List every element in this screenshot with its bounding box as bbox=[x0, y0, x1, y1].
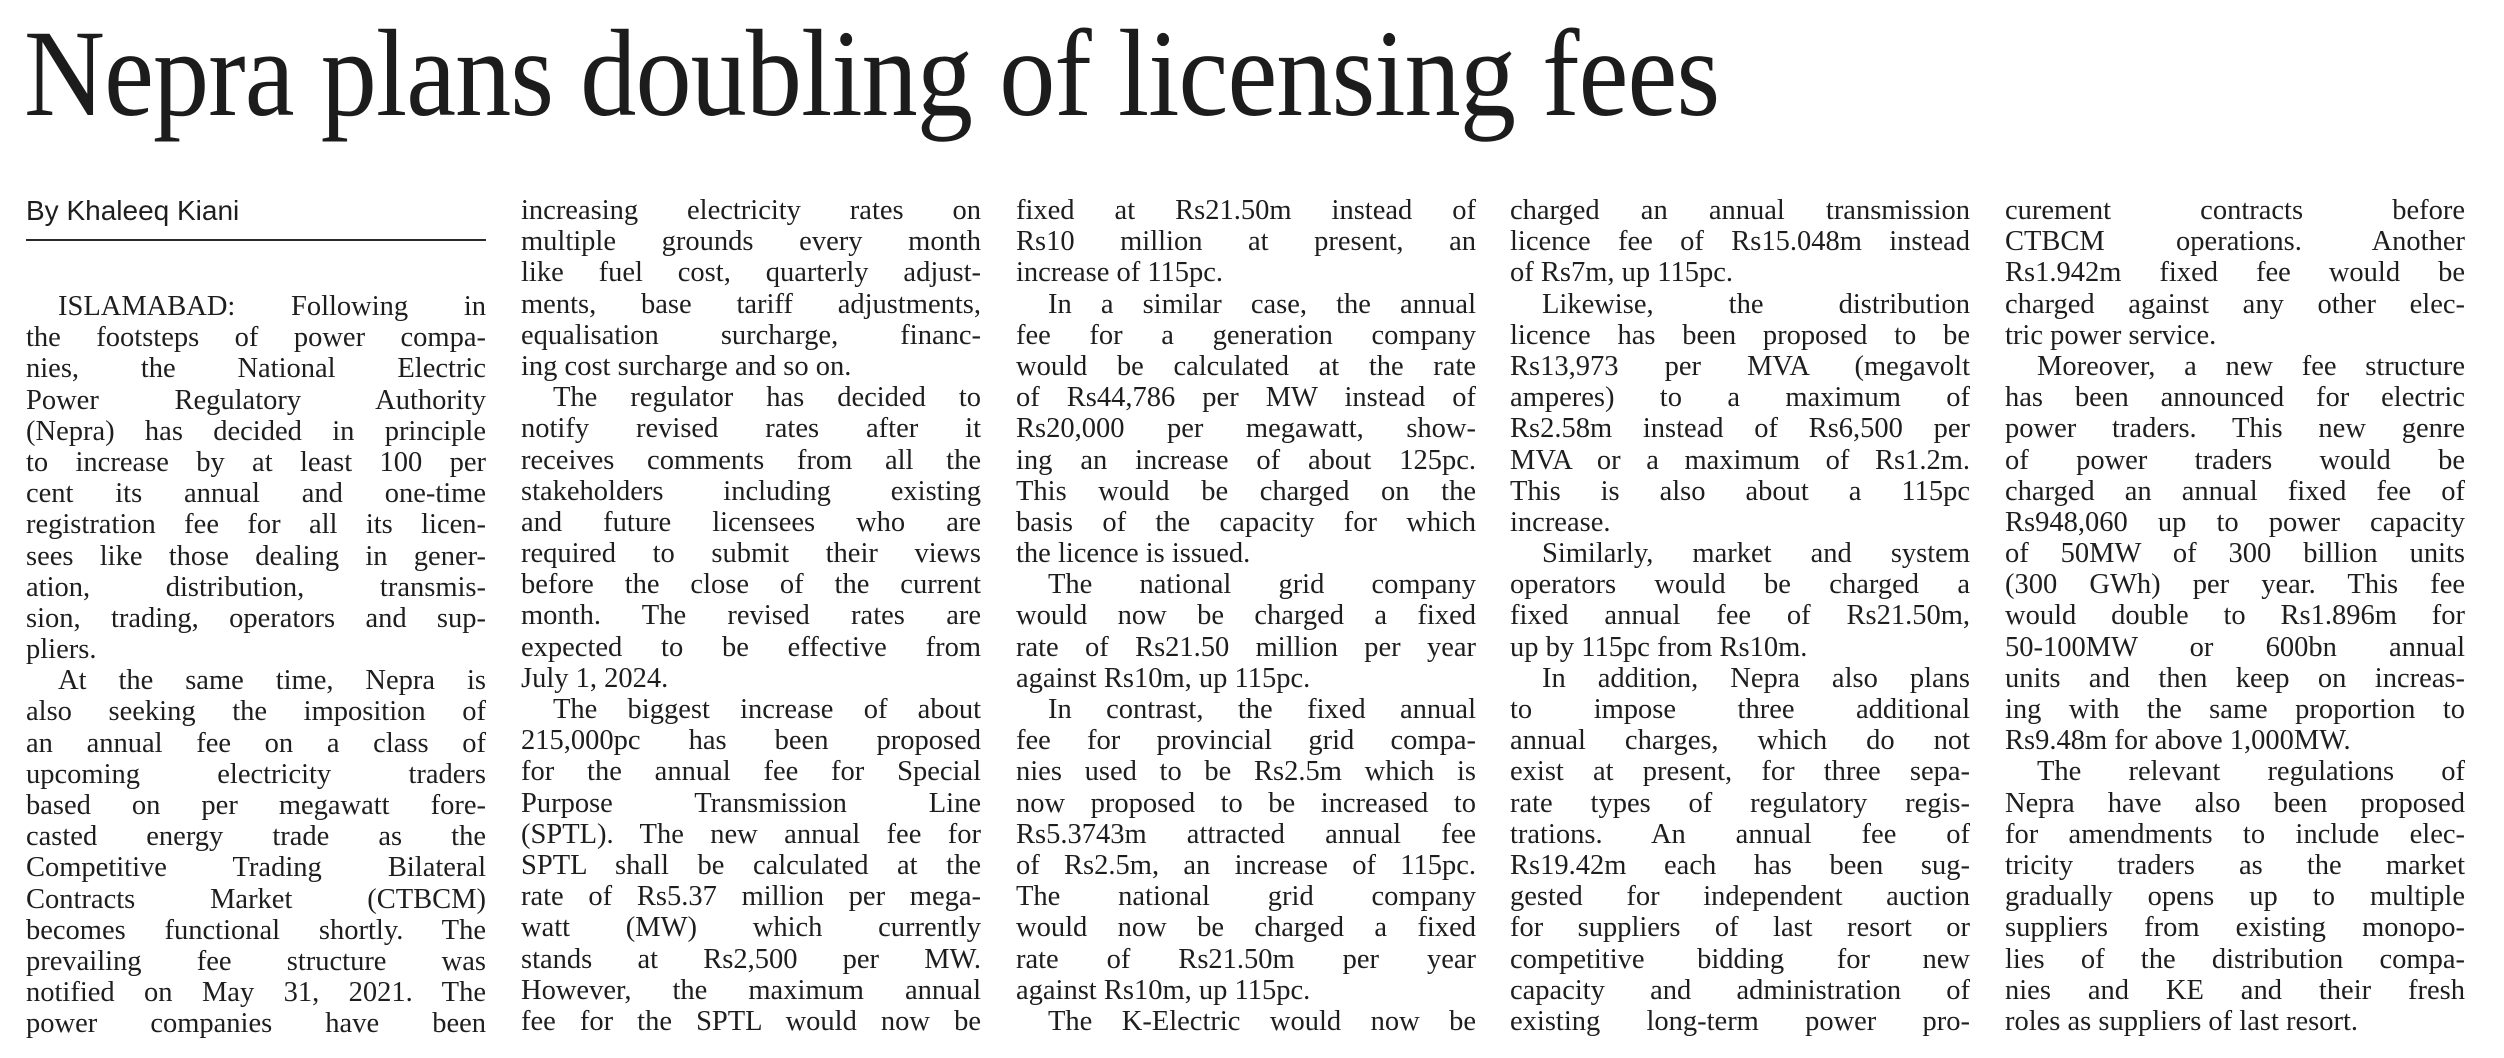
body-text-line: multiple grounds every month bbox=[521, 226, 981, 258]
body-text-line: trations. An annual fee of bbox=[1510, 818, 1970, 850]
body-text-line: Purpose Transmission Line bbox=[521, 787, 981, 819]
body-text-line: registration fee for all its licen- bbox=[26, 509, 486, 541]
body-text-line: month. The revised rates are bbox=[521, 600, 981, 632]
body-text-line: Rs13,973 per MVA (megavolt bbox=[1510, 350, 1970, 382]
body-text-line: CTBCM operations. Another bbox=[2005, 226, 2465, 258]
body-text-line: (Nepra) has decided in principle bbox=[26, 415, 486, 447]
body-text-line: Rs19.42m each has been sug- bbox=[1510, 849, 1970, 881]
body-text-line: Rs948,060 up to power capacity bbox=[2005, 506, 2465, 538]
body-text-line: Rs1.942m fixed fee would be bbox=[2005, 257, 2465, 289]
body-text-line: nies used to be Rs2.5m which is bbox=[1016, 756, 1476, 788]
body-text-line: power traders. This new genre bbox=[2005, 413, 2465, 445]
body-text-line: rate of Rs21.50 million per year bbox=[1016, 631, 1476, 663]
body-text-line: This is also about a 115pc bbox=[1510, 475, 1970, 507]
body-text-line: would be calculated at the rate bbox=[1016, 350, 1476, 382]
body-text-line: ing cost surcharge and so on. bbox=[521, 350, 852, 382]
body-text-line: The national grid company bbox=[1016, 881, 1476, 913]
body-text-line: prevailing fee structure was bbox=[26, 945, 486, 977]
body-text-line: The relevant regulations of bbox=[2037, 756, 2465, 788]
body-text-line: In contrast, the fixed annual bbox=[1048, 694, 1476, 725]
article-column-5 bbox=[2005, 195, 2465, 1037]
body-text-line: licence fee of Rs15.048m instead bbox=[1510, 226, 1970, 258]
body-text-line: At the same time, Nepra is bbox=[58, 665, 486, 697]
body-text-line: cent its annual and one-time bbox=[26, 478, 486, 510]
body-text-line: of power traders would be bbox=[2005, 444, 2465, 476]
body-text-line: exist at present, for three sepa- bbox=[1510, 756, 1970, 788]
body-text-line: (SPTL). The new annual fee for bbox=[521, 818, 981, 850]
body-text-line: for the annual fee for Special bbox=[521, 756, 981, 788]
article-column-2 bbox=[521, 195, 981, 1037]
body-text-line: of Rs7m, up 115pc. bbox=[1510, 257, 1733, 289]
body-text-line: fixed at Rs21.50m instead of bbox=[1016, 195, 1476, 226]
body-text-line: required to submit their views bbox=[521, 538, 981, 570]
body-text-line: equalisation surcharge, financ- bbox=[521, 319, 981, 351]
body-text-line: rate of Rs21.50m per year bbox=[1016, 943, 1476, 975]
body-text-line: 215,000pc has been proposed bbox=[521, 725, 981, 757]
body-text-line: to increase by at least 100 per bbox=[26, 446, 486, 478]
body-text-line: has been announced for electric bbox=[2005, 382, 2465, 414]
body-text-line: nies and KE and their fresh bbox=[2005, 974, 2465, 1006]
body-text-line: and future licensees who are bbox=[521, 506, 981, 538]
body-text-line: tricity traders as the market bbox=[2005, 849, 2465, 881]
body-text-line: of Rs2.5m, an increase of 115pc. bbox=[1016, 849, 1476, 881]
byline: By Khaleeq Kiani bbox=[26, 195, 240, 226]
body-text-line: power companies have been bbox=[26, 1008, 486, 1040]
body-text-line: Likewise, the distribution bbox=[1542, 288, 1970, 320]
body-text-line: charged an annual transmission bbox=[1510, 195, 1970, 226]
body-text-line: before the close of the current bbox=[521, 569, 981, 601]
body-text-line: Rs9.48m for above 1,000MW. bbox=[2005, 725, 2351, 757]
body-text-line: watt (MW) which currently bbox=[521, 912, 981, 944]
body-text-line: Rs20,000 per megawatt, show- bbox=[1016, 413, 1476, 445]
body-text-line: of Rs44,786 per MW instead of bbox=[1016, 382, 1476, 414]
body-text-line: The K-Electric would now be bbox=[1048, 1005, 1476, 1037]
body-text-line: increase of 115pc. bbox=[1016, 257, 1224, 289]
body-text-line: stakeholders including existing bbox=[521, 475, 981, 507]
body-text-line: like fuel cost, quarterly adjust- bbox=[521, 257, 981, 289]
body-text-line: amperes) to a maximum of bbox=[1510, 382, 1970, 414]
body-text-line: against Rs10m, up 115pc. bbox=[1016, 974, 1311, 1006]
body-text-line: receives comments from all the bbox=[521, 444, 981, 476]
body-text-line: now proposed to be increased to bbox=[1016, 787, 1476, 819]
body-text-line: pliers. bbox=[26, 634, 97, 666]
body-text-line: operators would be charged a bbox=[1510, 569, 1970, 601]
body-text-line: to impose three additional bbox=[1510, 694, 1970, 725]
body-text-line: Nepra have also been proposed bbox=[2005, 787, 2465, 819]
body-text-line: would now be charged a fixed bbox=[1016, 912, 1476, 944]
body-text-line: gradually opens up to multiple bbox=[2005, 881, 2465, 913]
body-text-line: up by 115pc from Rs10m. bbox=[1510, 631, 1808, 663]
body-text-line: fee for the SPTL would now be bbox=[521, 1005, 981, 1037]
body-text-line: rate of Rs5.37 million per mega- bbox=[521, 881, 981, 913]
body-text-line: However, the maximum annual bbox=[521, 974, 981, 1006]
body-text-line: tric power service. bbox=[2005, 319, 2217, 351]
body-text-line: nies, the National Electric bbox=[26, 353, 486, 385]
body-text-line: fixed annual fee of Rs21.50m, bbox=[1510, 600, 1970, 632]
body-text-line: gested for independent auction bbox=[1510, 881, 1970, 913]
body-text-line: Power Regulatory Authority bbox=[26, 384, 486, 416]
body-text-line: ISLAMABAD: Following in bbox=[58, 291, 486, 322]
body-text-line: units and then keep on increas- bbox=[2005, 662, 2465, 694]
headline: Nepra plans doubling of licensing fees bbox=[24, 5, 1720, 142]
body-text-line: upcoming electricity traders bbox=[26, 758, 486, 790]
body-text-line: suppliers from existing monopo- bbox=[2005, 912, 2465, 944]
article-column-1 bbox=[26, 291, 486, 1040]
body-text-line: The national grid company bbox=[1048, 569, 1476, 601]
body-text-line: In addition, Nepra also plans bbox=[1542, 662, 1970, 694]
body-text-line: for amendments to include elec- bbox=[2005, 818, 2465, 850]
body-text-line: the footsteps of power compa- bbox=[26, 322, 486, 354]
body-text-line: Rs10 million at present, an bbox=[1016, 226, 1476, 258]
body-text-line: ation, distribution, transmis- bbox=[26, 571, 486, 603]
body-text-line: fee for provincial grid compa- bbox=[1016, 725, 1476, 757]
body-text-line: stands at Rs2,500 per MW. bbox=[521, 943, 981, 975]
body-text-line: (300 GWh) per year. This fee bbox=[2005, 569, 2465, 601]
body-text-line: MVA or a maximum of Rs1.2m. bbox=[1510, 444, 1970, 476]
body-text-line: lies of the distribution compa- bbox=[2005, 943, 2465, 975]
body-text-line: fee for a generation company bbox=[1016, 319, 1476, 351]
body-text-line: The biggest increase of about bbox=[553, 694, 981, 725]
body-text-line: becomes functional shortly. The bbox=[26, 914, 486, 946]
body-text-line: notify revised rates after it bbox=[521, 413, 981, 445]
body-text-line: the licence is issued. bbox=[1016, 538, 1251, 570]
body-text-line: In a similar case, the annual bbox=[1048, 288, 1476, 320]
body-text-line: licence has been proposed to be bbox=[1510, 319, 1970, 351]
body-text-line: Competitive Trading Bilateral bbox=[26, 852, 486, 884]
body-text-line: also seeking the imposition of bbox=[26, 696, 486, 728]
body-text-line: ing with the same proportion to bbox=[2005, 694, 2465, 725]
body-text-line: capacity and administration of bbox=[1510, 974, 1970, 1006]
body-text-line: Similarly, market and system bbox=[1542, 538, 1970, 570]
body-text-line: would double to Rs1.896m for bbox=[2005, 600, 2465, 632]
body-text-line: Contracts Market (CTBCM) bbox=[26, 883, 486, 915]
body-text-line: notified on May 31, 2021. The bbox=[26, 977, 486, 1009]
body-text-line: of 50MW of 300 billion units bbox=[2005, 538, 2465, 570]
body-text-line: based on per megawatt fore- bbox=[26, 790, 486, 821]
body-text-line: increase. bbox=[1510, 506, 1611, 538]
body-text-line: sion, trading, operators and sup- bbox=[26, 602, 486, 634]
body-text-line: ments, base tariff adjustments, bbox=[521, 288, 981, 320]
body-text-line: would now be charged a fixed bbox=[1016, 600, 1476, 632]
body-text-line: charged against any other elec- bbox=[2005, 288, 2465, 320]
body-text-line: sees like those dealing in gener- bbox=[26, 540, 486, 572]
body-text-line: charged an annual fixed fee of bbox=[2005, 475, 2465, 507]
body-text-line: Rs5.3743m attracted annual fee bbox=[1016, 818, 1476, 850]
body-text-line: curement contracts before bbox=[2005, 195, 2465, 226]
article-column-3 bbox=[1016, 195, 1476, 1037]
body-text-line: expected to be effective from bbox=[521, 631, 981, 663]
body-text-line: casted energy trade as the bbox=[26, 821, 486, 853]
body-text-line: annual charges, which do not bbox=[1510, 725, 1970, 757]
body-text-line: roles as suppliers of last resort. bbox=[2005, 1005, 2359, 1037]
body-text-line: an annual fee on a class of bbox=[26, 727, 486, 759]
body-text-line: July 1, 2024. bbox=[521, 662, 669, 694]
body-text-line: basis of the capacity for which bbox=[1016, 506, 1476, 538]
body-text-line: rate types of regulatory regis- bbox=[1510, 787, 1970, 819]
body-text-line: for suppliers of last resort or bbox=[1510, 912, 1970, 944]
body-text-line: 50-100MW or 600bn annual bbox=[2005, 631, 2465, 663]
body-text-line: ing an increase of about 125pc. bbox=[1016, 444, 1476, 476]
body-text-line: competitive bidding for new bbox=[1510, 943, 1970, 975]
body-text-line: This would be charged on the bbox=[1016, 475, 1476, 507]
body-text-line: existing long-term power pro- bbox=[1510, 1005, 1970, 1037]
body-text-line: SPTL shall be calculated at the bbox=[521, 849, 981, 881]
body-text-line: Rs2.58m instead of Rs6,500 per bbox=[1510, 413, 1970, 445]
body-text-line: Moreover, a new fee structure bbox=[2037, 350, 2465, 382]
body-text-line: The regulator has decided to bbox=[553, 382, 981, 414]
body-text-line: against Rs10m, up 115pc. bbox=[1016, 662, 1311, 694]
body-text-line: increasing electricity rates on bbox=[521, 195, 981, 226]
article-column-4 bbox=[1510, 195, 1970, 1037]
byline-divider bbox=[26, 239, 486, 241]
